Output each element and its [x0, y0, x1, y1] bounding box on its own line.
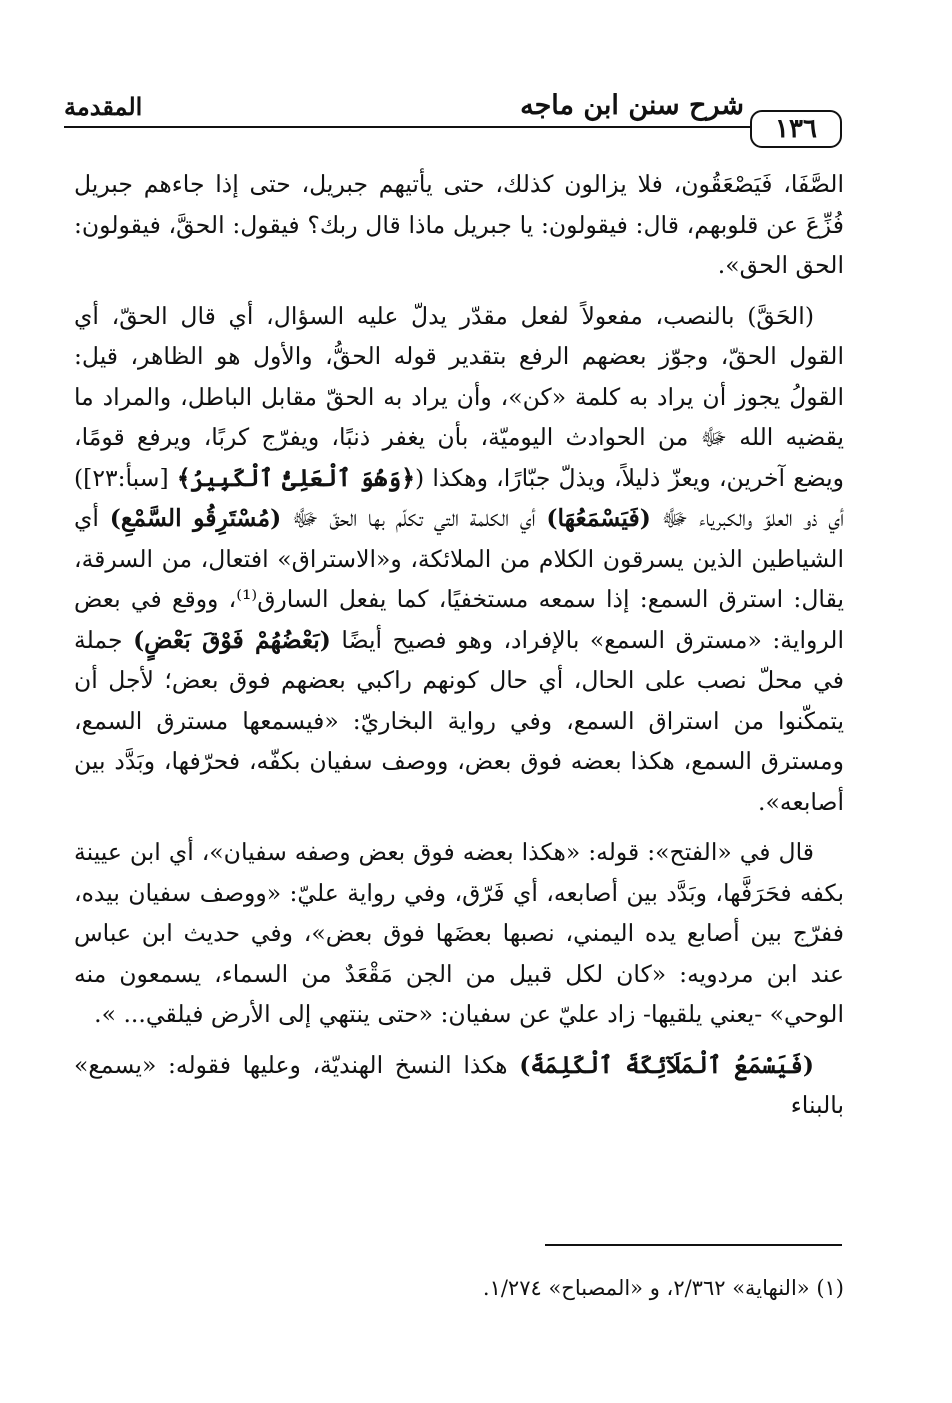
paragraph-3: قال في «الفتح»: قوله: «هكذا بعضه فوق بعض وصفه سفيان»، أي ابن عيينة بكفه فحَرَفَّها، وبَدَّد بين أصابعه، أي فَرّق، وفي رواية عليّ: «ووصف سفيان بيده، ففرّج بين أصابع يده اليمني، نصبها بعضَها فوق بعض»، وفي حديث ابن عباس عند ابن مردويه: «كان لكل قبيل من الجن مَقْعَدٌ من السماء، يسمعون منه الوحي» -يعني يلقيها- زاد عليّ عن سفيان: «حتى ينتهي إلى الأرض فيلقي... ». — [74, 838, 844, 1028]
footnote-rule — [545, 1244, 842, 1246]
paragraph-2-text-b: [سبأ:٢٣]) أي ذو العلوّ والكبرياء ﷻ — [74, 463, 844, 532]
paragraph-2-text-e: جملة في محلّ نصب على الحال، أي حال كونهم راكبي بعضهم فوق بعض؛ لأجل أن يتمكّنوا من استراق السمع، وفي رواية البخاريّ: «فيسمعها مسترق السمع، ومسترق السمع، هكذا بعضه فوق بعض، ووصف سفيان بكفّه، فحرّفها، وبَدَّد بين أصابعه». — [74, 625, 844, 816]
term-fayasmauha: (فَيَسْمَعُهَا) — [546, 504, 651, 532]
book-title: شرح سنن ابن ماجه — [520, 90, 744, 121]
paragraph-1: الصَّفَا، فَيَصْعَقُون، فلا يزالون كذلك، حتى يأتيهم جبريل، حتى إذا جاءهم جبريل فُزِّعَ عن قلوبهم، قال: فيقولون: يا جبريل ماذا قال ربك؟ فيقول: الحقَّ، فيقولون: الحق الحق». — [74, 170, 845, 279]
term-mustariqu-assam: (مُسْتَرِقُو السَّمْعِ) — [109, 504, 282, 532]
page-header — [64, 82, 846, 152]
header-rule — [64, 126, 750, 128]
paragraph-2-text-c: أي الكلمة التي تكلّم بها الحقّ ﷻ — [281, 504, 547, 532]
term-badhuhum: (بَعْضُهُمْ فَوْقَ بَعْضٍ) — [133, 625, 331, 654]
main-text — [74, 164, 844, 1136]
quran-verse: ﴿وَهُوَ ٱلْعَلِىُّ ٱلْكَبِيرُ﴾ — [176, 463, 415, 492]
section-title: المقدمة — [64, 92, 143, 121]
footnote: (١) «النهاية» ٢/٣٦٢، و «المصباح» ١/٢٧٤. — [482, 1276, 844, 1300]
term-fayasmau-almalaika: (فَيَسْمَعُ ٱلْمَلَآئِكَةَ ٱلْكَلِمَةَ) — [519, 1050, 814, 1079]
page-number: ١٣٦ — [750, 110, 842, 148]
paragraph-2-text-d: أي الشياطين الذين يسرقون الكلام من الملائكة، و«الاستراق» افتعال، من السرقة، يقال: استرق السمع: إذا سمعه مستخفيًا، كما يفعل السارق⁽¹⁾، ووقع في بعض الرواية: «مسترق السمع» بالإفراد، وهو فصيح أيضًا — [74, 504, 844, 654]
paragraph-4-text: هكذا النسخ الهنديّة، وعليها فقوله: «يسمع» بالبناء — [74, 1050, 844, 1119]
paragraph-2-text-a: (الحَقَّ) بالنصب، مفعولاً لفعل مقدّر يدلّ عليه السؤال، أي قال الحقّ، أي القول الحقّ، وجوّز بعضهم الرفع بتقدير قوله الحقُّ، والأول هو الظاهر، قيل: القولُ يجوز أن يراد به كلمة «كن»، وأن يراد به الحقّ مقابل الباطل، والمراد ما يقضيه الله ﷻ من الحوادث اليوميّة، بأن يغفر ذنبًا، ويفرّج كربًا، ويرفع قومًا، ويضع آخرين، ويعزّ ذليلاً، ويذلّ جبّارًا، وهكذا ( — [74, 301, 844, 492]
paragraph-2 — [74, 296, 844, 823]
paragraph-4 — [74, 1045, 844, 1126]
